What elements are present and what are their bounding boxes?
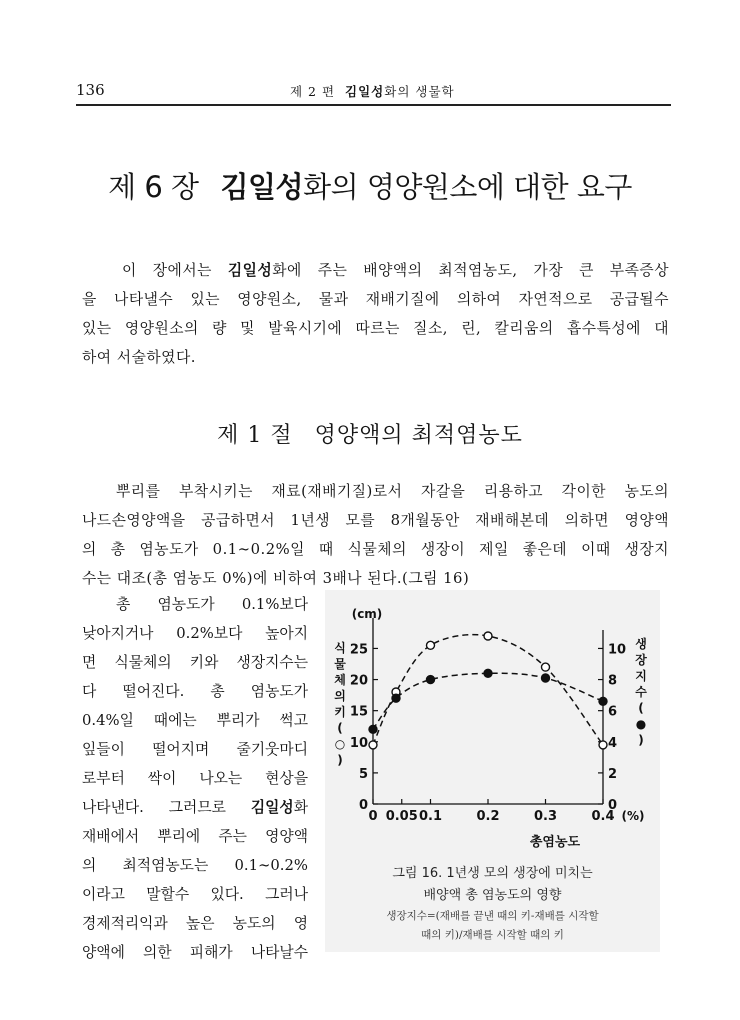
body-paragraph-1 — [82, 477, 669, 593]
plant-height-point — [599, 741, 607, 749]
y-left-title-char: ) — [337, 753, 343, 767]
growth-index-point — [484, 669, 492, 677]
body-line: 양액에 의한 피해가 나타날수 — [82, 944, 308, 961]
y-right-title-char: ) — [638, 733, 644, 747]
growth-index-point — [427, 676, 435, 684]
chapter-number: 제 6 장 — [108, 170, 199, 204]
y-left-title-char: ○ — [334, 737, 346, 751]
y-left-title-char: ( — [337, 721, 343, 735]
y-left-title-char: 체 — [334, 673, 346, 687]
page-number: 136 — [76, 81, 105, 99]
growth-index-line — [373, 673, 603, 729]
y-left-tick-label: 25 — [349, 642, 368, 658]
y-left-tick-label: 0 — [358, 798, 368, 813]
body-line: 뿌리를 부착시키는 재료(재배기질)로서 자갈을 리용하고 각이한 농도의 — [116, 483, 669, 500]
y-left-tick-label: 15 — [349, 704, 368, 720]
x-tick-label: 0.1 — [418, 809, 443, 824]
x-unit: (%) — [621, 809, 645, 823]
y-right-title-char: ● — [635, 717, 647, 731]
header-rule — [76, 104, 671, 106]
bold-name: 김일성 — [250, 799, 294, 816]
intro-line: 이 장에서는 김일성화에 주는 배양액의 최적염농도, 가장 큰 부족증상 — [122, 262, 669, 279]
body-line: 다 떨어진다. 총 염농도가 — [82, 683, 308, 700]
growth-index-point — [369, 725, 377, 733]
section-number: 제 1 절 — [217, 423, 293, 448]
body-line: 의 총 염농도가 0.1∼0.2%일 때 식물체의 생장이 제일 좋은데 이때 생장지 — [82, 541, 669, 558]
body-line: 재배에서 뿌리에 주는 영양액 — [82, 828, 308, 845]
chapter-title-rest: 화의 영양원소에 대한 요구 — [303, 170, 632, 204]
body-line: 수는 대조(총 염농도 0%)에 비하여 3배나 된다.(그림 16) — [82, 570, 470, 587]
y-left-title-char: 키 — [334, 705, 346, 719]
x-tick-label: 0.05 — [385, 809, 418, 824]
x-tick-label: 0.2 — [476, 809, 500, 824]
body-line: 총 염농도가 0.1%보다 — [116, 596, 308, 613]
body-line: 0.4%일 때에는 뿌리가 썩고 — [82, 712, 308, 729]
y-left-title-char: 의 — [334, 689, 346, 703]
x-axis-title: 총염농도 — [529, 835, 581, 850]
figure-caption-line-1: 그림 16. 1년생 모의 생장에 미치는 — [392, 866, 593, 881]
body-line: 잎들이 떨어지며 줄기웃마디 — [82, 741, 308, 758]
y-right-tick-label: 6 — [608, 704, 618, 720]
body-line: 낮아지거나 0.2%보다 높아지 — [82, 625, 308, 642]
intro-line: 있는 영양원소의 량 및 발육시기에 따르는 질소, 린, 칼리움의 흡수특성에 대 — [82, 320, 669, 337]
y-left-title-char: 물 — [334, 657, 346, 671]
y-left-tick-label: 5 — [358, 766, 368, 782]
running-header-title: 화의 생물학 — [384, 84, 455, 99]
body-line: 경제적리익과 높은 농도의 영 — [82, 915, 308, 932]
intro-line: 하여 서술하였다. — [82, 349, 196, 366]
figure-note-line-2: 때의 키)/재배를 시작할 때의 키 — [421, 929, 564, 941]
plant-height-point — [427, 641, 435, 649]
body-line: 로부터 싹이 나오는 현상을 — [82, 770, 308, 787]
plant-height-point — [484, 632, 492, 640]
running-header-name: 김일성 — [345, 84, 385, 99]
plant-height-point — [542, 663, 550, 671]
body-line: 나타낸다. 그러므로 김일성화 — [82, 799, 308, 816]
x-tick-label: 0 — [368, 809, 378, 824]
y-right-title-char: ( — [638, 701, 644, 715]
y-right-title-char: 장 — [635, 653, 647, 667]
figure-note-line-1: 생장지수=(재배를 끝낸 때의 키-재배를 시작할 — [386, 910, 599, 922]
body-paragraph-2 — [82, 590, 308, 967]
intro-paragraph — [82, 256, 669, 372]
plant-height-point — [369, 741, 377, 749]
growth-index-point — [599, 697, 607, 705]
body-line: 의 최적염농도는 0.1∼0.2% — [82, 857, 308, 874]
y-right-tick-label: 8 — [608, 673, 618, 689]
growth-chart — [325, 590, 660, 855]
y-right-title-char: 지 — [635, 669, 647, 683]
y-right-tick-label: 4 — [608, 735, 618, 751]
running-header-part: 제 2 편 — [290, 84, 336, 99]
body-line: 이라고 말할수 있다. 그러나 — [82, 886, 308, 903]
y-left-title-char: 식 — [334, 641, 346, 655]
y-right-tick-label: 10 — [608, 642, 627, 658]
x-tick-label: 0.3 — [533, 809, 558, 824]
growth-index-point — [542, 674, 550, 682]
y-left-tick-label: 10 — [349, 735, 368, 751]
y-right-title-char: 생 — [635, 637, 647, 651]
figure-caption-line-2: 배양액 총 염농도의 영향 — [423, 888, 562, 903]
chapter-title — [0, 165, 740, 206]
intro-line: 을 나타낼수 있는 영양원소, 물과 재배기질에 의하여 자연적으로 공급될수 — [82, 291, 669, 308]
body-line: 나드손영양액을 공급하면서 1년생 모를 8개월동안 재배해본데 의하면 영양액 — [82, 512, 669, 529]
section-title-text: 영양액의 최적염농도 — [314, 423, 523, 448]
running-header — [290, 82, 455, 100]
y-left-tick-label: 20 — [349, 673, 368, 689]
y-right-title-char: 수 — [635, 685, 647, 699]
chapter-name: 김일성 — [220, 170, 304, 204]
y-left-unit: (cm) — [351, 607, 383, 621]
y-right-tick-label: 0 — [608, 798, 618, 813]
y-right-tick-label: 2 — [608, 766, 618, 782]
body-line: 면 식물체의 키와 생장지수는 — [82, 654, 308, 671]
growth-index-point — [392, 694, 400, 702]
bold-name: 김일성 — [227, 262, 273, 279]
section-title — [0, 418, 740, 449]
x-tick-label: 0.4 — [591, 809, 615, 824]
